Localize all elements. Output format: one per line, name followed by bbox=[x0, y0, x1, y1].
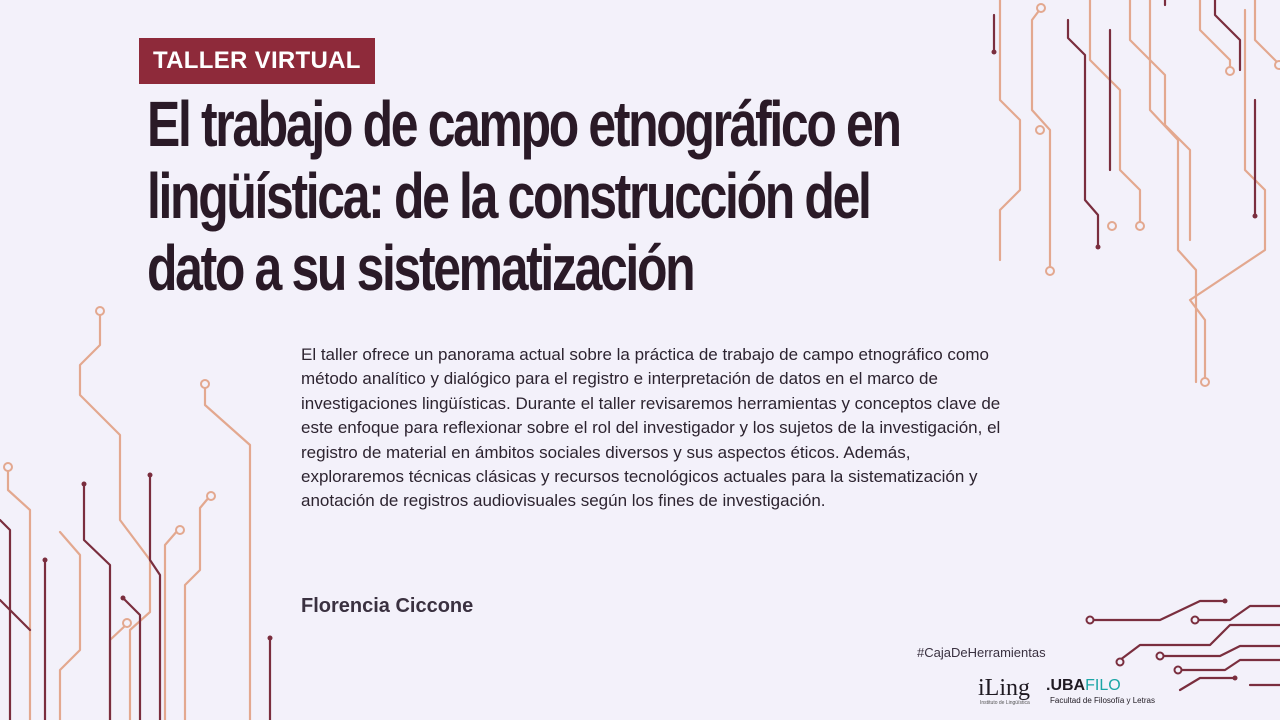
author-name: Florencia Ciccone bbox=[301, 595, 474, 617]
uba-logo-text: .UBA bbox=[1046, 677, 1086, 694]
iling-logo-subtitle: Instituto de Lingüística bbox=[980, 700, 1030, 706]
title-line-1: El trabajo de campo etnográfico en bbox=[147, 88, 900, 160]
workshop-description: El taller ofrece un panorama actual sobre la práctica de trabajo de campo etnográfico como método analítico y dialógico para el registro e interpretación de datos en el marco de investigaciones lingüísticas. Durante el taller revisaremos herramientas y conceptos clave de este enfoque para reflexionar sobre el rol del investigador y los sujetos de la investigación, el registro de material en ámbitos sociales diversos y sus aspectos éticos. Además, exploraremos técnicas clásicas y recursos tecnológicos actuales para la sistematización y anotación de registros audiovisuales según los fines de investigación. bbox=[301, 345, 1001, 511]
title-line-2: lingüística: de la construcción del bbox=[147, 160, 870, 232]
workshop-type-badge: TALLER VIRTUAL bbox=[139, 38, 375, 84]
workshop-title bbox=[147, 88, 900, 304]
title-line-3: dato a su sistematización bbox=[147, 232, 694, 304]
iling-logo: iLing bbox=[978, 675, 1030, 701]
uba-filo-logo-subtitle: Facultad de Filosofía y Letras bbox=[1050, 696, 1155, 705]
filo-logo-text: FILO bbox=[1085, 677, 1121, 694]
uba-filo-logo bbox=[1046, 677, 1121, 695]
hashtag: #CajaDeHerramientas bbox=[917, 645, 1046, 660]
